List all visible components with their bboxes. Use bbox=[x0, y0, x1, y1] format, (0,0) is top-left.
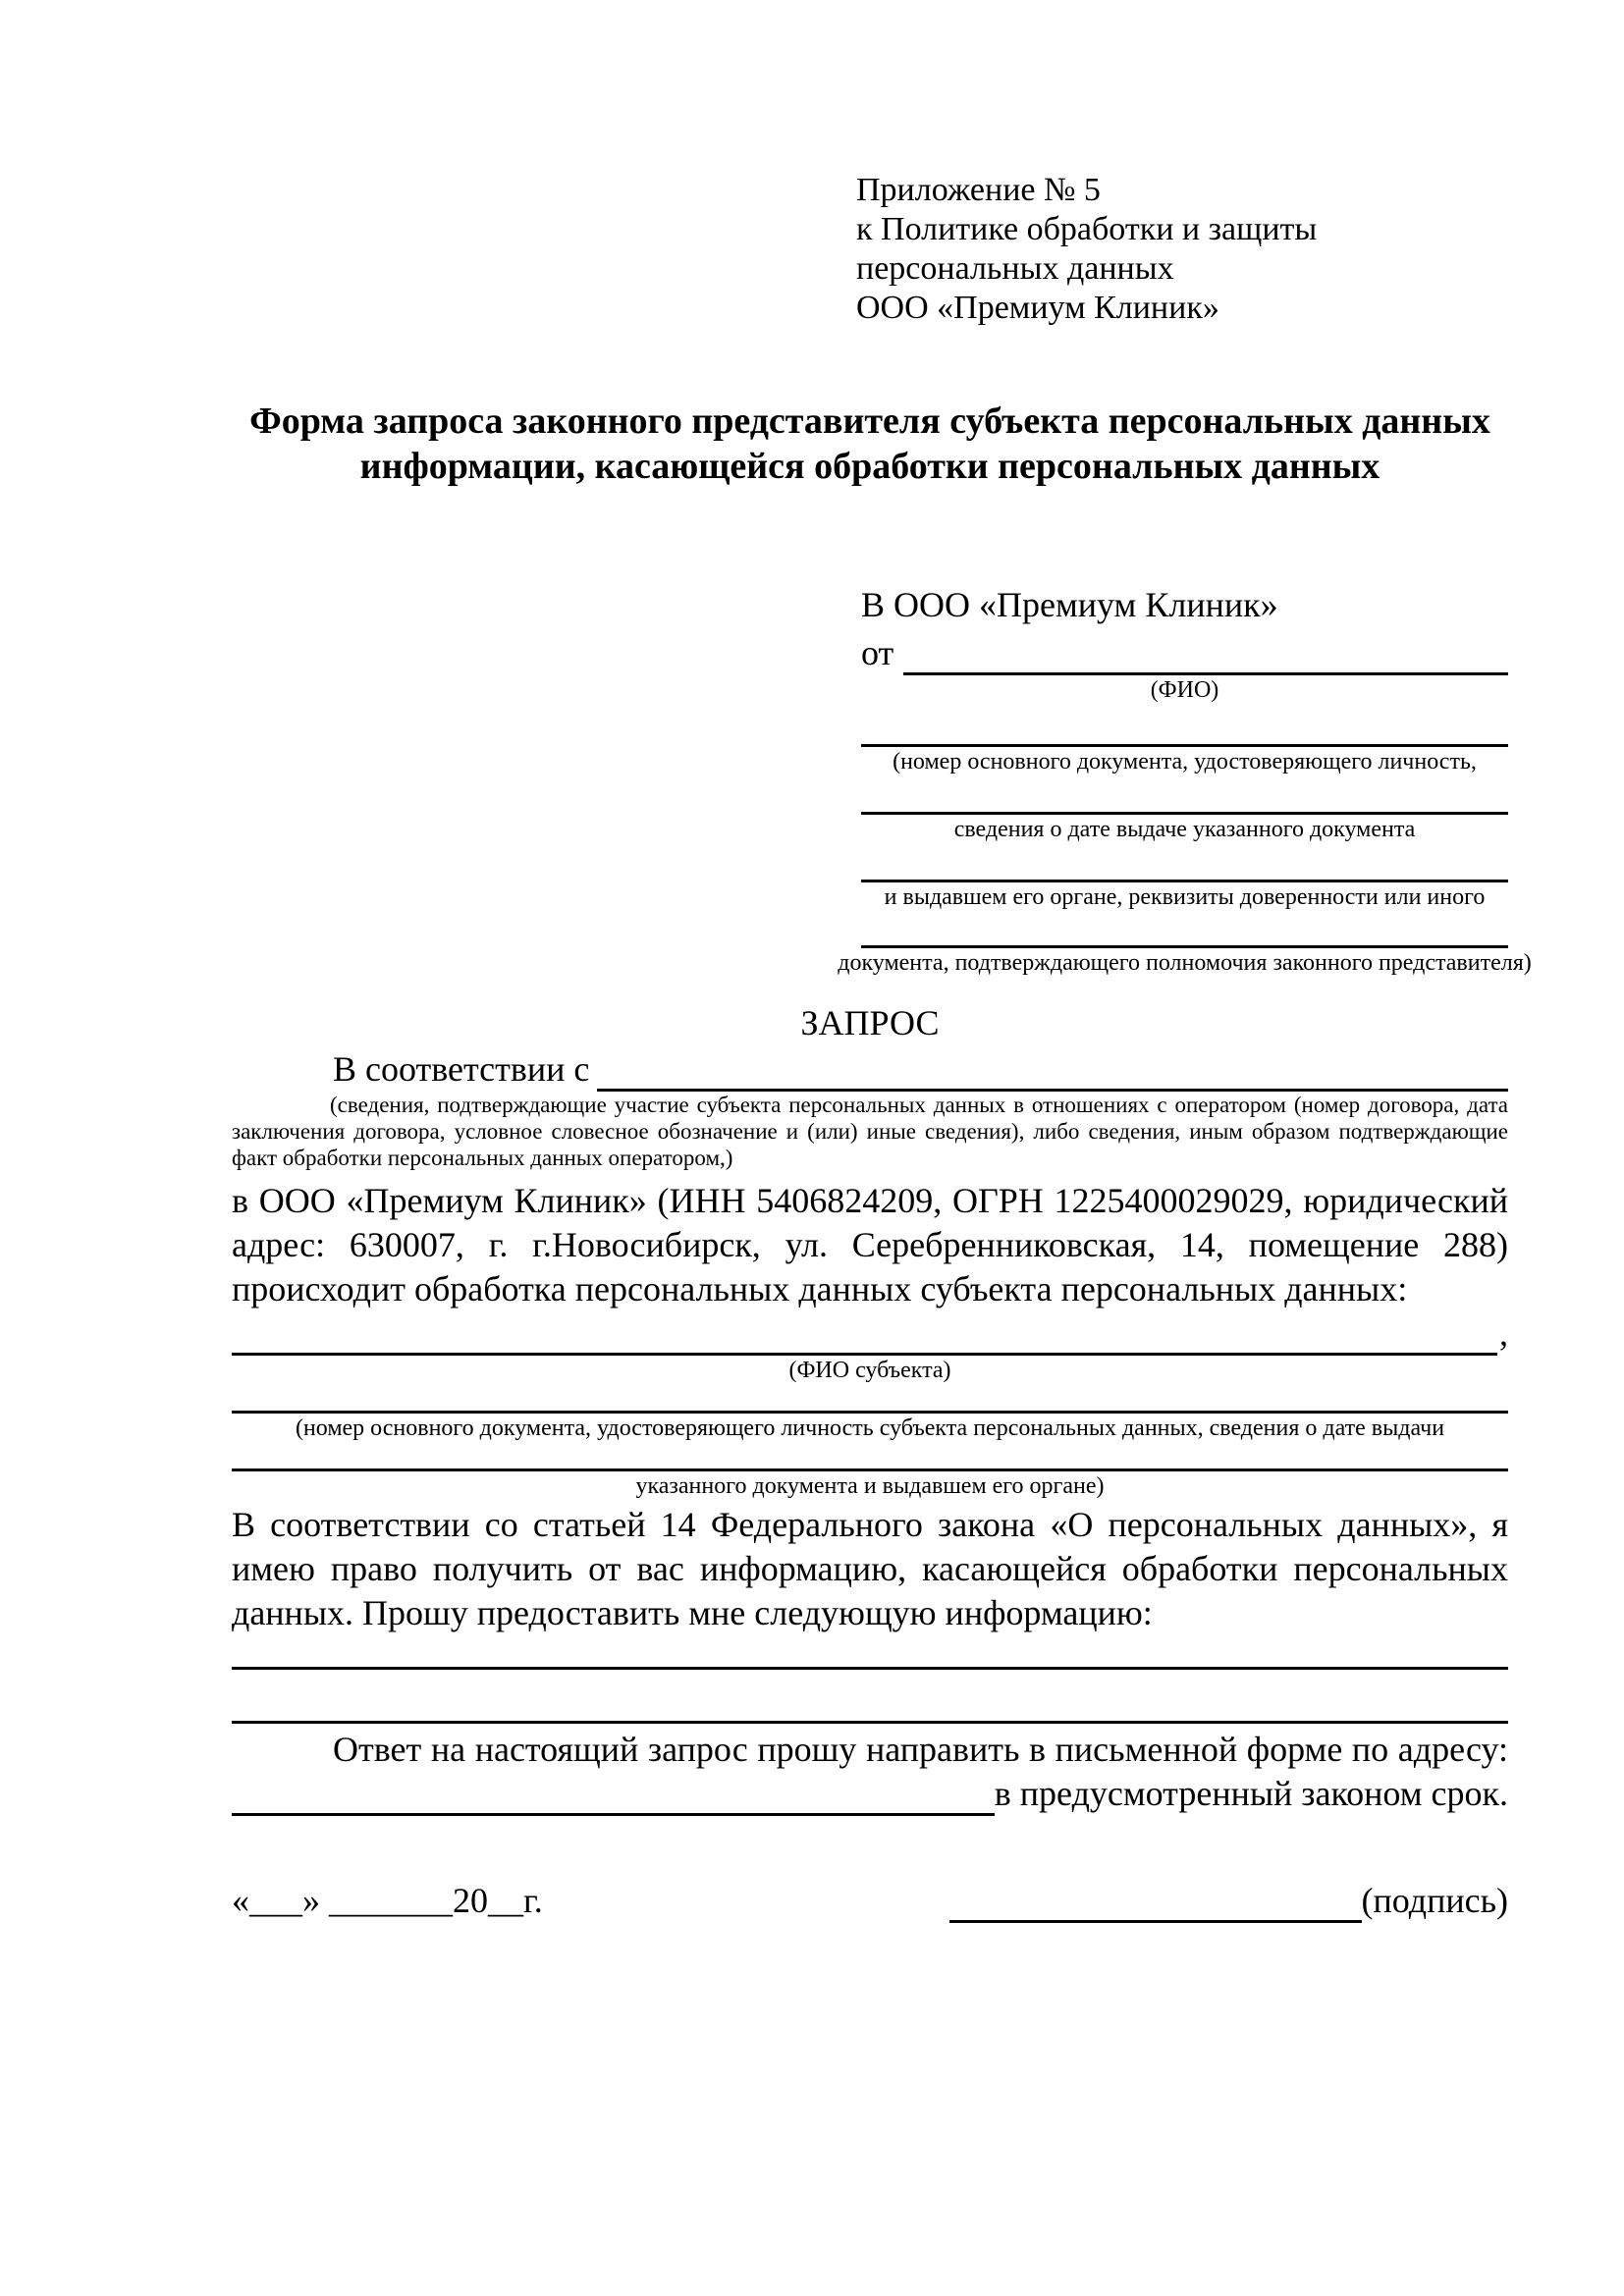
fio-caption: (ФИО) bbox=[1150, 677, 1219, 703]
doc-authority-caption-wrap bbox=[861, 882, 1508, 912]
subject-fio-field bbox=[232, 1311, 1508, 1356]
annex-block bbox=[856, 171, 1508, 328]
annex-line: персональных данных bbox=[856, 250, 1174, 287]
reply-address-line bbox=[232, 1804, 995, 1816]
subject-doc-caption-1: (номер основного документа, удостоверяющего личность субъекта персональных данных, сведения о дате выдачи bbox=[295, 1415, 1445, 1441]
doc-issue-date-caption-wrap bbox=[861, 815, 1508, 844]
operator-paragraph: в ООО «Премиум Клиник» (ИНН 5406824209, ОГРН 1225400029029, юридический адрес: 630007, г. г.Новосибирск, ул. Серебренниковская, 14, помещение 288) происходит обработка персональных данных субъекта персональных данных: bbox=[232, 1181, 1508, 1308]
date-field: «___» _______20__г. bbox=[232, 1881, 543, 1920]
requested-info-line-1 bbox=[232, 1667, 1508, 1670]
annex-line: к Политике обработки и защиты bbox=[856, 211, 1318, 247]
requested-info-line-2 bbox=[232, 1721, 1508, 1724]
signature-caption: (подпись) bbox=[1361, 1881, 1508, 1920]
addressee-block bbox=[838, 583, 1532, 978]
signature-row bbox=[232, 1879, 1508, 1923]
subject-fio-line bbox=[232, 1342, 1497, 1356]
doc-authority-caption: и выдавшем его органе, реквизиты доверенности или иного bbox=[884, 884, 1486, 910]
addressee-organization: В ООО «Премиум Клиник» bbox=[861, 585, 1278, 624]
signature-line bbox=[949, 1911, 1362, 1923]
doc-power-caption: документа, подтверждающего полномочия законного представителя) bbox=[838, 950, 1532, 976]
subject-doc-caption-2: указанного документа и выдавшем его органе) bbox=[635, 1473, 1105, 1499]
accordance-caption: (сведения, подтверждающие участие субъекта персональных данных в отношениях с оператором (номер договора, дата заключения договора, условное словесное обозначение и (или) иные сведения), либо сведения, иным образом подтверждающие факт обработки персональных данных оператором,) bbox=[232, 1093, 1508, 1170]
annex-line: ООО «Премиум Клиник» bbox=[856, 290, 1219, 326]
reply-suffix: в предусмотренный законом срок. bbox=[994, 1774, 1508, 1813]
from-label: от bbox=[861, 633, 894, 672]
law-paragraph: В соответствии со статьей 14 Федерального закона «О персональных данных», я имею право получить от вас информацию, касающейся обработки персональных данных. Прошу предоставить мне следующую информацию: bbox=[232, 1505, 1508, 1632]
doc-number-caption: (номер основного документа, удостоверяющего личность, bbox=[893, 749, 1477, 774]
request-heading: ЗАПРОС bbox=[800, 1003, 940, 1042]
doc-issue-date-caption: сведения о дате выдаче указанного документа bbox=[953, 817, 1416, 842]
from-field bbox=[861, 631, 1508, 675]
document-title: Форма запроса законного представителя субъекта персональных данных информации, касающейся обработки персональных данных bbox=[249, 400, 1490, 487]
trailing-comma: , bbox=[1499, 1313, 1508, 1353]
doc-number-caption-wrap bbox=[861, 747, 1508, 776]
annex-line: Приложение № 5 bbox=[856, 172, 1101, 208]
reply-address-field bbox=[232, 1772, 1508, 1816]
doc-power-caption-wrap bbox=[838, 948, 1532, 978]
accordance-field bbox=[232, 1047, 1508, 1092]
signature-field bbox=[949, 1879, 1508, 1923]
reply-paragraph: Ответ на настоящий запрос прошу направить в письменной форме по адресу: bbox=[333, 1730, 1508, 1769]
subject-fio-caption: (ФИО субъекта) bbox=[788, 1358, 951, 1383]
accordance-label: В соответствии с bbox=[333, 1049, 590, 1089]
